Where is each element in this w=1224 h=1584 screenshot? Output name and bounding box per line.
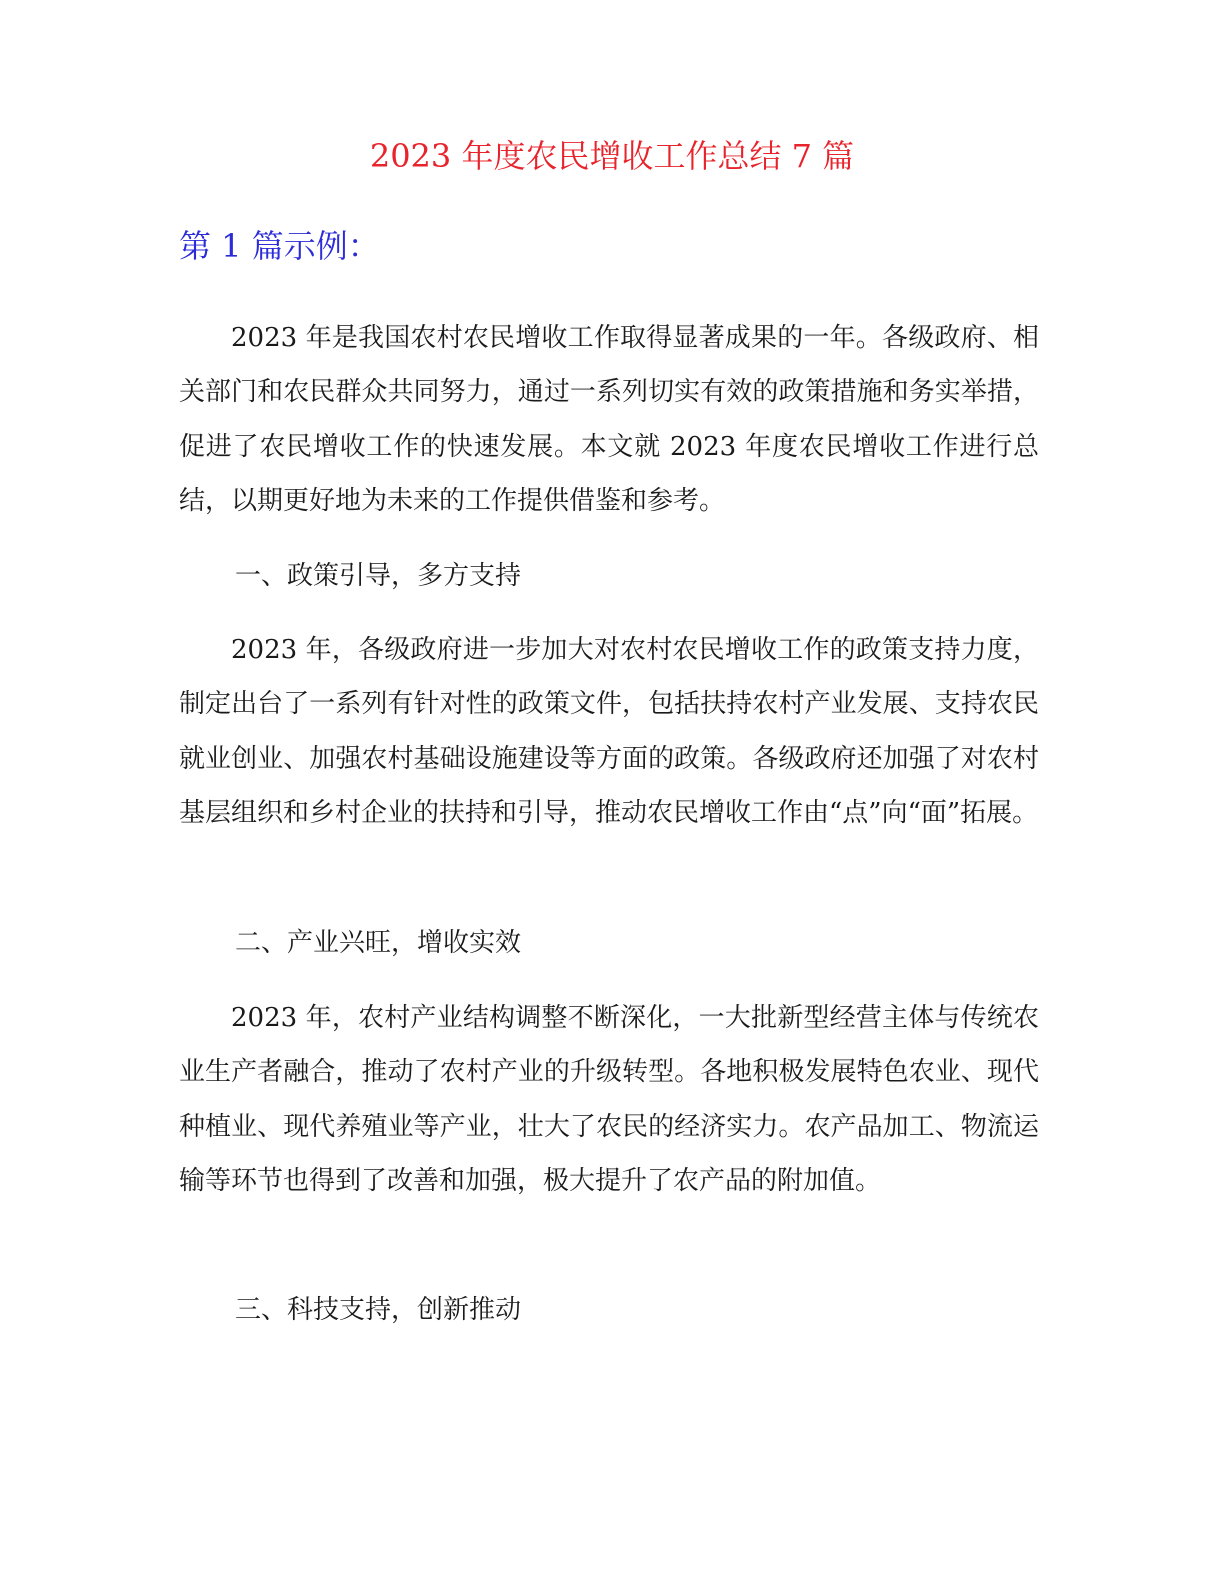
- document-title: 2023 年度农民增收工作总结 7 篇: [369, 137, 855, 175]
- paragraph-industry: 2023 年，农村产业结构调整不断深化，一大批新型经营主体与传统农业生产者融合，推动了农村产业的升级转型。各地积极发展特色农业、现代种植业、现代养殖业等产业，壮大了农民的经济实力。农产品加工、物流运输等环节也得到了改善和加强，极大提升了农产品的附加值。: [179, 1003, 1039, 1197]
- subheading-industry: 二、产业兴旺，增收实效: [235, 928, 522, 958]
- subheading-technology: 三、科技支持，创新推动: [235, 1295, 522, 1325]
- subheading-policy: 一、政策引导，多方支持: [235, 561, 522, 591]
- section-heading: 第 1 篇示例：: [179, 227, 380, 265]
- paragraph-policy: 2023 年，各级政府进一步加大对农村农民增收工作的政策支持力度，制定出台了一系列有针对性的政策文件，包括扶持农村产业发展、支持农民就业创业、加强农村基础设施建设等方面的政策。各级政府还加强了对农村基层组织和乡村企业的扶持和引导，推动农民增收工作由“点”向“面”拓展。: [179, 635, 1039, 829]
- paragraph-intro: 2023 年是我国农村农民增收工作取得显著成果的一年。各级政府、相关部门和农民群众共同努力，通过一系列切实有效的政策措施和务实举措，促进了农民增收工作的快速发展。本文就 2023 年度农民增收工作进行总结，以期更好地为未来的工作提供借鉴和参考。: [179, 323, 1039, 517]
